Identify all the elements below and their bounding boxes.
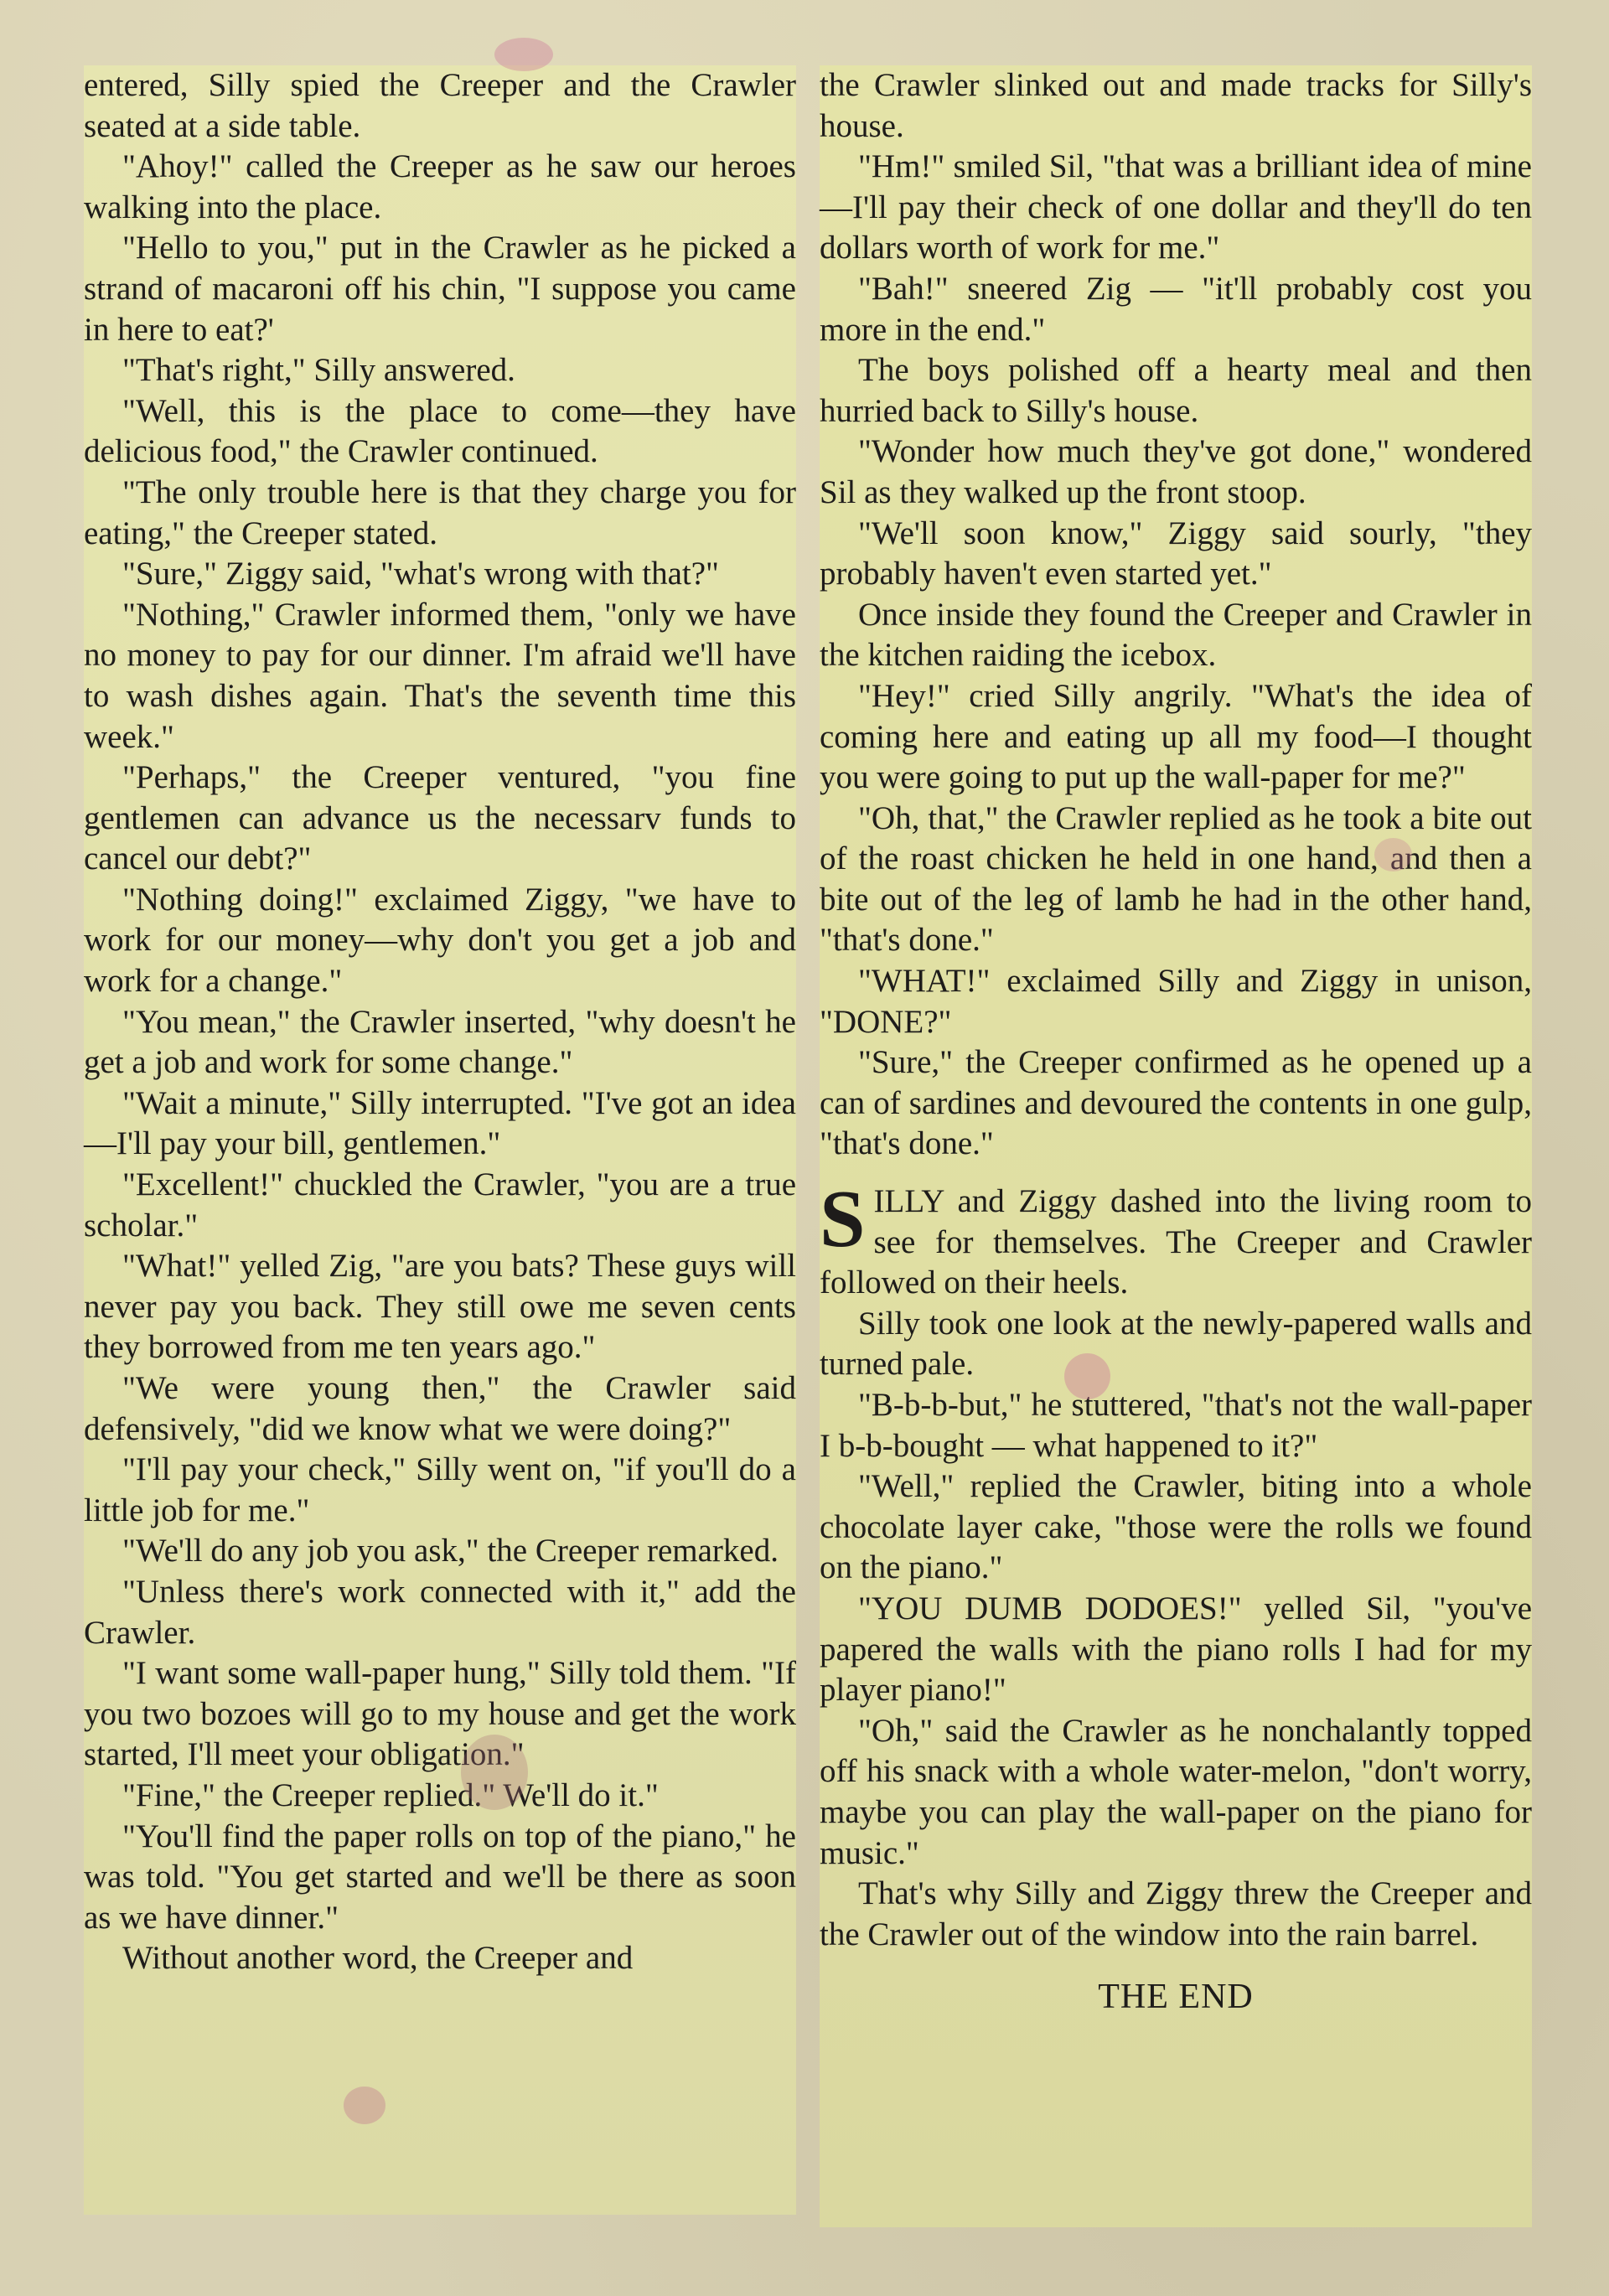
- story-paragraph: "Hello to you," put in the Crawler as he picked a strand of macaroni off his chin, "I suppose you came in here to eat?': [84, 230, 796, 348]
- story-paragraph: "Wonder how much they've got done," wondered Sil as they walked up the front stoop.: [820, 433, 1532, 510]
- story-paragraph: "We'll do any job you ask," the Creeper remarked.: [122, 1533, 779, 1569]
- dropcap-letter: S: [820, 1174, 866, 1265]
- story-paragraph: "YOU DUMB DODOES!" yelled Sil, "you've papered the walls with the piano rolls I had for my player piano!": [820, 1590, 1532, 1709]
- story-paragraph: "Well," replied the Crawler, biting into a whole chocolate layer cake, "those were the rolls we found on the piano.": [820, 1468, 1532, 1586]
- story-paragraph: "Bah!" sneered Zig — "it'll probably cost you more in the end.": [820, 270, 1532, 348]
- story-paragraph: The boys polished off a hearty meal and then hurried back to Silly's house.: [820, 352, 1532, 429]
- left-text-column: [84, 65, 796, 2215]
- story-paragraph: "Excellent!" chuckled the Crawler, "you are a true scholar.": [84, 1166, 796, 1244]
- story-paragraph: That's why Silly and Ziggy threw the Creeper and the Crawler out of the window into the rain barrel.: [820, 1875, 1532, 1952]
- story-paragraph: "We'll soon know," Ziggy said sourly, "they probably haven't even started yet.": [820, 515, 1532, 592]
- story-paragraph: "Unless there's work connected with it," add the Crawler.: [84, 1573, 796, 1651]
- story-paragraph: "I want some wall-paper hung," Silly told them. "If you two bozoes will go to my house and get the work started, I'll meet your obligation.": [84, 1655, 796, 1773]
- story-paragraph: "Hey!" cried Silly angrily. "What's the idea of coming here and eating up all my food—I thought you were going to put up the wall-paper for me?": [820, 677, 1532, 796]
- story-paragraph: "The only trouble here is that they charge you for eating," the Creeper stated.: [84, 473, 796, 551]
- story-paragraph: "Sure," the Creeper confirmed as he opened up a can of sardines and devoured the contents in one gulp, "that's done.": [820, 1044, 1532, 1162]
- story-paragraph: "WHAT!" exclaimed Silly and Ziggy in unison, "DONE?": [820, 963, 1532, 1040]
- story-paragraph: "Well, this is the place to come—they have delicious food," the Crawler continued.: [84, 392, 796, 470]
- story-paragraph: "B-b-b-but," he stuttered, "that's not the wall-paper I b-b-bought — what happened to it?": [820, 1387, 1532, 1464]
- story-paragraph: Without another word, the Creeper and: [122, 1940, 634, 1977]
- story-paragraph: "Perhaps," the Creeper ventured, "you fine gentlemen can advance us the necessarv funds to cancel our debt?": [84, 759, 796, 877]
- story-paragraph: "Fine," the Creeper replied." We'll do it.": [122, 1776, 659, 1813]
- story-paragraph: "Ahoy!" called the Creeper as he saw our heroes walking into the place.: [84, 148, 796, 225]
- story-paragraph: the Crawler slinked out and made tracks for Silly's house.: [820, 67, 1532, 144]
- story-paragraph: "Hm!" smiled Sil, "that was a brilliant idea of mine—I'll pay their check of one dollar and they'll do ten dollars worth of work for me.": [820, 148, 1532, 266]
- story-paragraph: "Oh," said the Crawler as he nonchalantly topped off his snack with a whole water-melon, "don't worry, maybe you can play the wall-paper on the piano for music.": [820, 1712, 1532, 1871]
- dropcap-paragraph-text: ILLY and Ziggy dashed into the living room to see for themselves. The Creeper and Crawler followed on their heels.: [820, 1183, 1532, 1301]
- story-paragraph: "Nothing doing!" exclaimed Ziggy, "we have to work for our money—why don't you get a job and work for a change.": [84, 881, 796, 1000]
- story-paragraph: Once inside they found the Creeper and Crawler in the kitchen raiding the icebox.: [820, 596, 1532, 674]
- story-paragraph: "We were young then," the Crawler said defensively, "did we know what we were doing?": [84, 1370, 796, 1447]
- story-paragraph: "Wait a minute," Silly interrupted. "I've got an idea—I'll pay your bill, gentlemen.": [84, 1084, 796, 1162]
- story-paragraph: Silly took one look at the newly-papered walls and turned pale.: [820, 1305, 1532, 1383]
- story-paragraph: "Oh, that," the Crawler replied as he took a bite out of the roast chicken he held in one hand, and then a bite out of the leg of lamb he had in the other hand, "that's done.": [820, 799, 1532, 959]
- right-text-column: [820, 65, 1532, 2227]
- dropcap-paragraph: [820, 1174, 1532, 1304]
- story-paragraph: entered, Silly spied the Creeper and the Crawler seated at a side table.: [84, 67, 796, 144]
- story-paragraph: "What!" yelled Zig, "are you bats? These guys will never pay you back. They still owe me seven cents they borrowed from me ten years ago.": [84, 1248, 796, 1366]
- story-paragraph: "That's right," Silly answered.: [122, 352, 515, 389]
- story-paragraph: "You'll find the paper rolls on top of the piano," he was told. "You get started and we'll be there as soon as we have dinner.": [84, 1818, 796, 1936]
- story-paragraph: "I'll pay your check," Silly went on, "if you'll do a little job for me.": [84, 1451, 796, 1528]
- the-end-label: THE END: [1098, 1978, 1254, 2017]
- story-paragraph: "Nothing," Crawler informed them, "only we have no money to pay for our dinner. I'm afraid we'll have to wash dishes again. That's the seventh time this week.": [84, 596, 796, 755]
- story-paragraph: "Sure," Ziggy said, "what's wrong with that?": [122, 556, 719, 592]
- story-paragraph: "You mean," the Crawler inserted, "why doesn't he get a job and work for some change.": [84, 1003, 796, 1081]
